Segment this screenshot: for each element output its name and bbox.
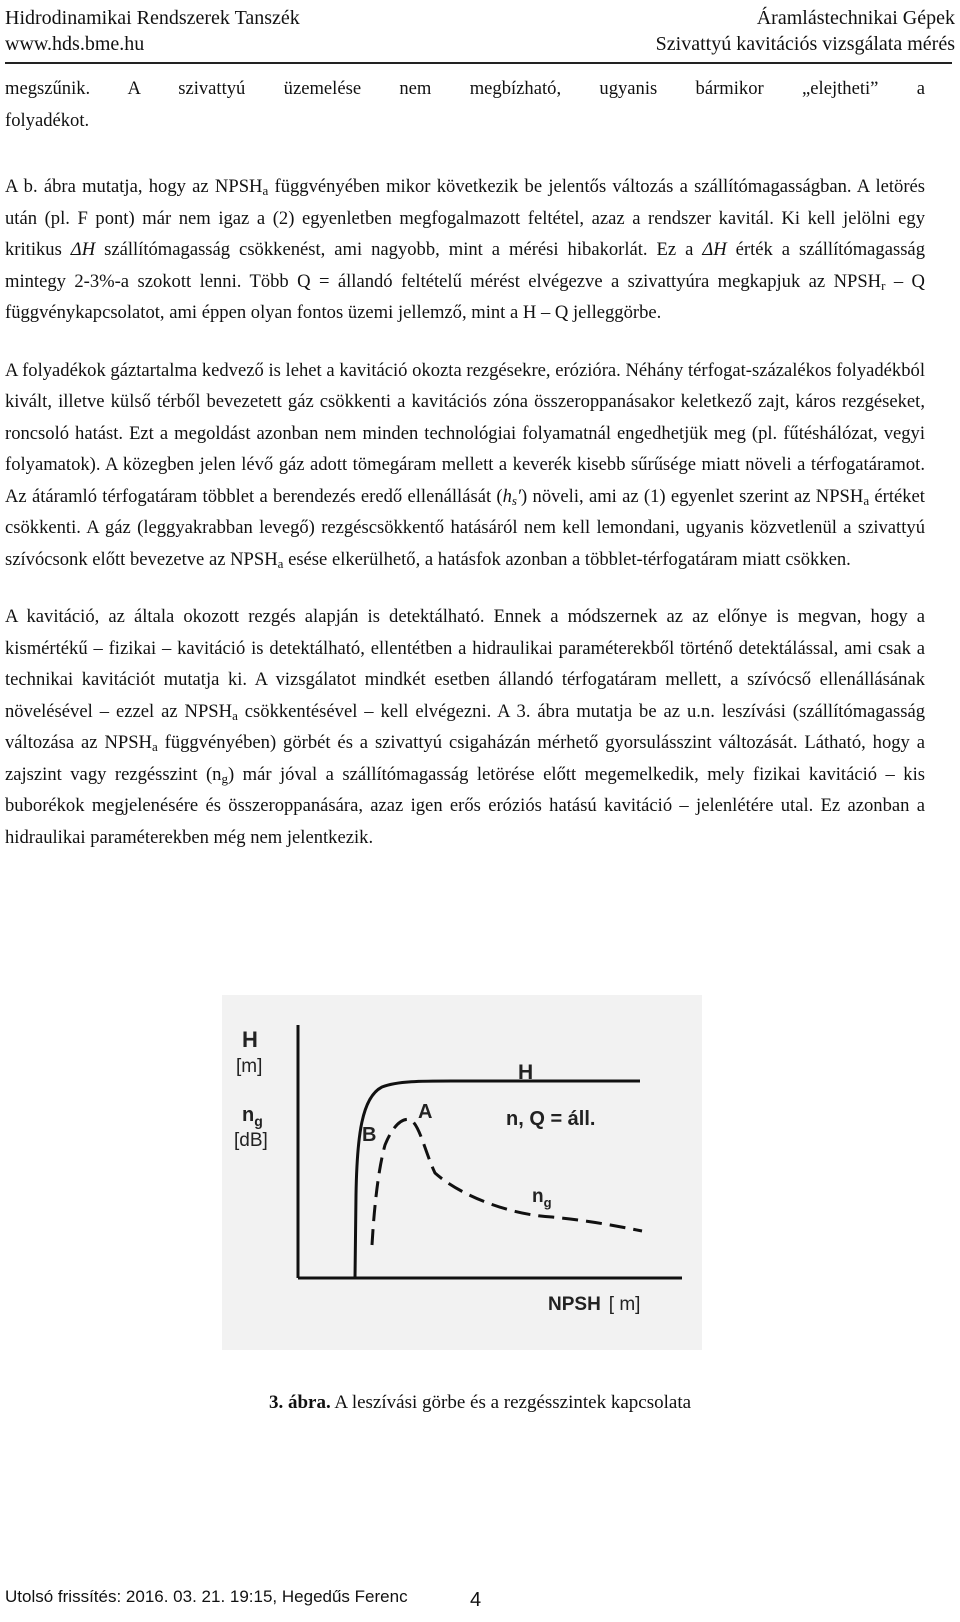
website-link[interactable]: www.hds.bme.hu xyxy=(5,33,145,55)
paragraph-3: A folyadékok gáztartalma kedvező is lehet a kavitáció okozta rezgésekre, erózióra. Néhány térfogat-százalékos folyadékból kivált, illetve külső térből bevezetett gáz csökkenti a kavitációs zóna összeroppanásakor keletkező zajt, káros rezgéseket, roncsoló hatást. Ezt a megoldást azonban nem minden technológiai folyamatnál engedhetjük meg (pl. fűtéshálózat, vegyi folyamatok). A közegben jelen lévő gáz adott tömegáram mellett a keverék kisebb sűrűsége miatt növeli a térfogatáramot. Az átáramló térfogatáram többlet a berendezés eredő ellenállását $(h_s')$ növeli, ami az (1) egyenlet szerint az $NPSH_a$ értéket csökkenti. A gáz (leggyakrabban levegő) rezgéscsökkentő hatásáról nem kell lemondani, ugyanis közvetlenül a szivattyú szívócsonk előtt bevezetve az $NPSH_a$ esése elkerülhető, a hatásfok azonban a többlet-térfogatáram miatt csökken. xyxy=(5,359,925,571)
paragraph-1 xyxy=(5,73,925,136)
body-column xyxy=(5,171,925,879)
header-row-2 xyxy=(5,32,955,56)
paragraph-2: A b. ábra mutatja, hogy az $NPSH_a$ függvényében mikor következik be jelentős változás a szállítómagasságban. A letörés után (pl. F pont) már nem igaz a (2) egyenletben megfogalmazott feltétel, azaz a rendszer kavitál. Ki kell jelölni egy kritikus ΔH szállítómagasság csökkenést, ami nagyobb, mint a mérési hibakorlát. Ez a ΔH érték a szállítómagasság mintegy 2-3%-a szokott lenni. Több Q = állandó feltételű mérést elvégezve a szivattyúra megkapjuk az $NPSH_r$ – Q függvénykapcsolatot, ami éppen olyan fontos üzemi jellemző, mint a H – Q jelleggörbe. xyxy=(5,176,926,323)
department-name: Hidrodinamikai Rendszerek Tanszék xyxy=(5,7,300,29)
header-divider xyxy=(5,62,952,64)
point-label-a: A xyxy=(418,1101,433,1123)
paragraph-1-line-2: folyadékot. xyxy=(5,109,90,131)
document-title: Szivattyú kavitációs vizsgálata mérés xyxy=(655,33,955,55)
point-label-b: B xyxy=(362,1124,377,1146)
y-unit-h: [m] xyxy=(236,1056,263,1077)
header-row-1 xyxy=(5,6,955,30)
curve-label-h: H xyxy=(518,1061,534,1084)
figure-3-diagram xyxy=(222,995,702,1355)
y-label-ng: $n_g$ xyxy=(242,1104,263,1129)
paragraph-1-line-1: megszűnik. A szivattyú üzemelése nem megbízható, ugyanis bármikor „elejtheti” a xyxy=(5,78,925,99)
y-unit-ng: [dB] xyxy=(234,1130,268,1151)
hs-prime-symbol: $h_s'$ xyxy=(502,485,522,508)
paragraph-4: A kavitáció, az általa okozott rezgés alapján is detektálható. Ennek a módszernek az az előnye is megvan, hogy a kismértékű – fizikai – kavitáció is detektálható, ellentétben a hidraulikai paraméterekből történő detektálással, ami csak a technikai kavitációt mutatja ki. A vizsgálatot mindkét esetben állandó térfogatáram mellett, a szívócső ellenállásának növelésével – ezzel az $NPSH_a$ csökkentésével – kell elvégezni. A 3. ábra mutatja be az u.n. leszívási (szállítómagasság változása az $NPSH_a$ függvényében) görbét és a szivattyú csigaházán mérhető gyorsulásszint változását. Látható, hogy a zajszint vagy rezgésszint $(n_g)$ már jóval a szállítómagasság letörése előtt megemelkedik, mely fizikai kavitáció – kis buborékok megjelenésére és összeroppanására, azaz igen erős eróziós hatású kavitáció – jelenlétére utal. Ez azonban a hidraulikai paraméterekben még nem jelentkezik. xyxy=(5,606,925,848)
y-label-h: H xyxy=(242,1027,258,1052)
page-number: 4 xyxy=(470,1589,482,1611)
curve-label-ng: $n_g$ xyxy=(532,1186,552,1210)
x-axis-label: NPSH [ m] xyxy=(548,1294,641,1315)
course-name: Áramlástechnikai Gépek xyxy=(756,7,955,29)
condition-label: n, Q = áll. xyxy=(506,1108,596,1130)
footer-text: Utolsó frissítés: 2016. 03. 21. 19:15, Hegedűs Ferenc xyxy=(5,1587,408,1606)
suction-curve-diagram xyxy=(222,995,702,1350)
figure-caption: 3. ábra. A leszívási görbe és a rezgésszintek kapcsolata xyxy=(268,1392,692,1413)
